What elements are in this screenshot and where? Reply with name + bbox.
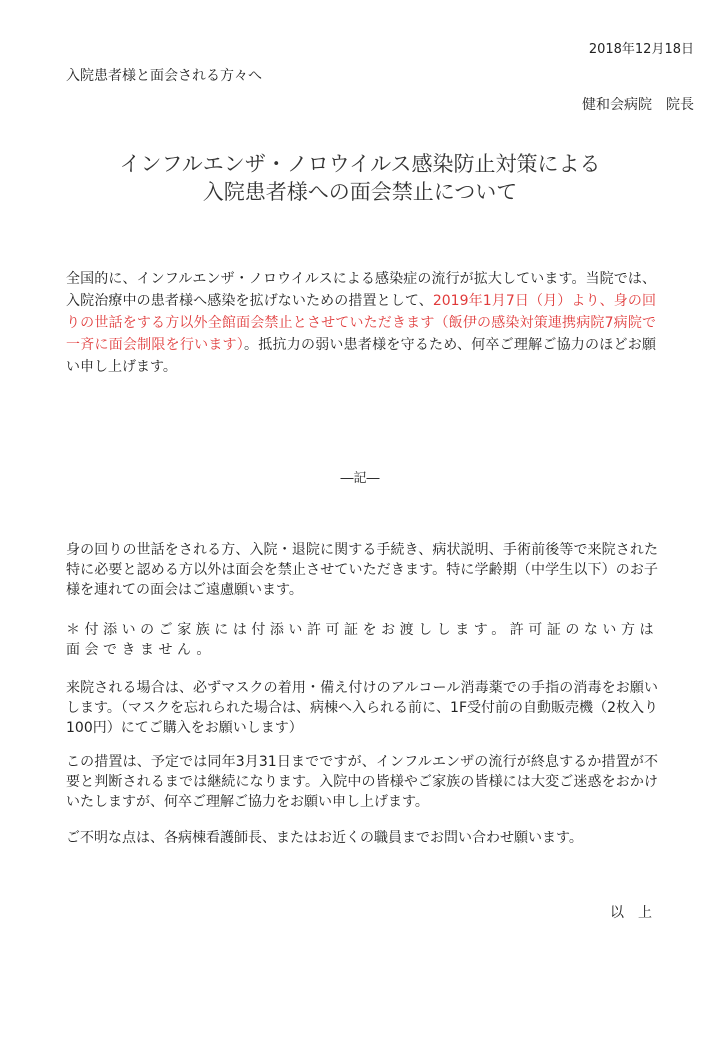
title-line-1: インフルエンザ・ノロウイルス感染防止対策による	[119, 152, 601, 176]
paragraph-inquiries: ご不明な点は、各病棟看護師長、またはお近くの職員までお問い合わせ願います。	[66, 830, 583, 846]
document-title	[0, 150, 720, 206]
paragraph-visitor-restriction: 身の回りの世話をされる方、入院・退院に関する手続き、病状説明、手術前後等で来院された特に必要と認める方以外は面会を禁止させていただきます。特に学齢期（中学生以下）のお子様を連れての面会はご遠慮願います。	[66, 542, 658, 598]
title-line-2: 入院患者様への面会禁止について	[202, 180, 518, 204]
closing-mark: 以上	[610, 905, 666, 921]
intro-text-1: 全国的に、インフルエンザ・ノロウイルスによる感染症の流行が拡大しています。当院では、入院治療中の患者様へ感染を拡げないための措置として、	[66, 271, 656, 309]
paragraph-permit: ＊付添いのご家族には付添い許可証をお渡しします。許可証のない方は面会できません。	[66, 622, 658, 658]
intro-paragraph	[66, 268, 656, 378]
paragraph-duration: この措置は、予定では同年3月31日までですが、インフルエンザの流行が終息するか措置が不要と判断されるまでは継続になります。入院中の皆様やご家族の皆様には大変ご迷惑をおかけいたしますが、何卒ご理解ご協力をお願い申し上げます。	[66, 754, 658, 810]
intro-text-2: 。抵抗力の弱い患者様を守るため、何卒ご理解ご協力のほどお願い申し上げます。	[66, 337, 656, 375]
issuer: 健和会病院 院長	[582, 97, 694, 113]
intro-highlight: 2019年1月7日（月）より、身の回りの世話をする方以外全館面会禁止とさせていただきます（飯伊の感染対策連携病院7病院で一斉に面会制限を行います）	[66, 293, 656, 353]
issue-date: 2018年12月18日	[588, 42, 694, 57]
ki-heading: ―記―	[340, 471, 380, 486]
addressee: 入院患者様と面会される方々へ	[66, 68, 262, 84]
paragraph-mask: 来院される場合は、必ずマスクの着用・備え付けのアルコール消毒薬での手指の消毒をお願いします。（マスクを忘れられた場合は、病棟へ入られる前に、1F受付前の自動販売機（2枚入り100円）にてご購入をお願いします）	[66, 680, 658, 736]
